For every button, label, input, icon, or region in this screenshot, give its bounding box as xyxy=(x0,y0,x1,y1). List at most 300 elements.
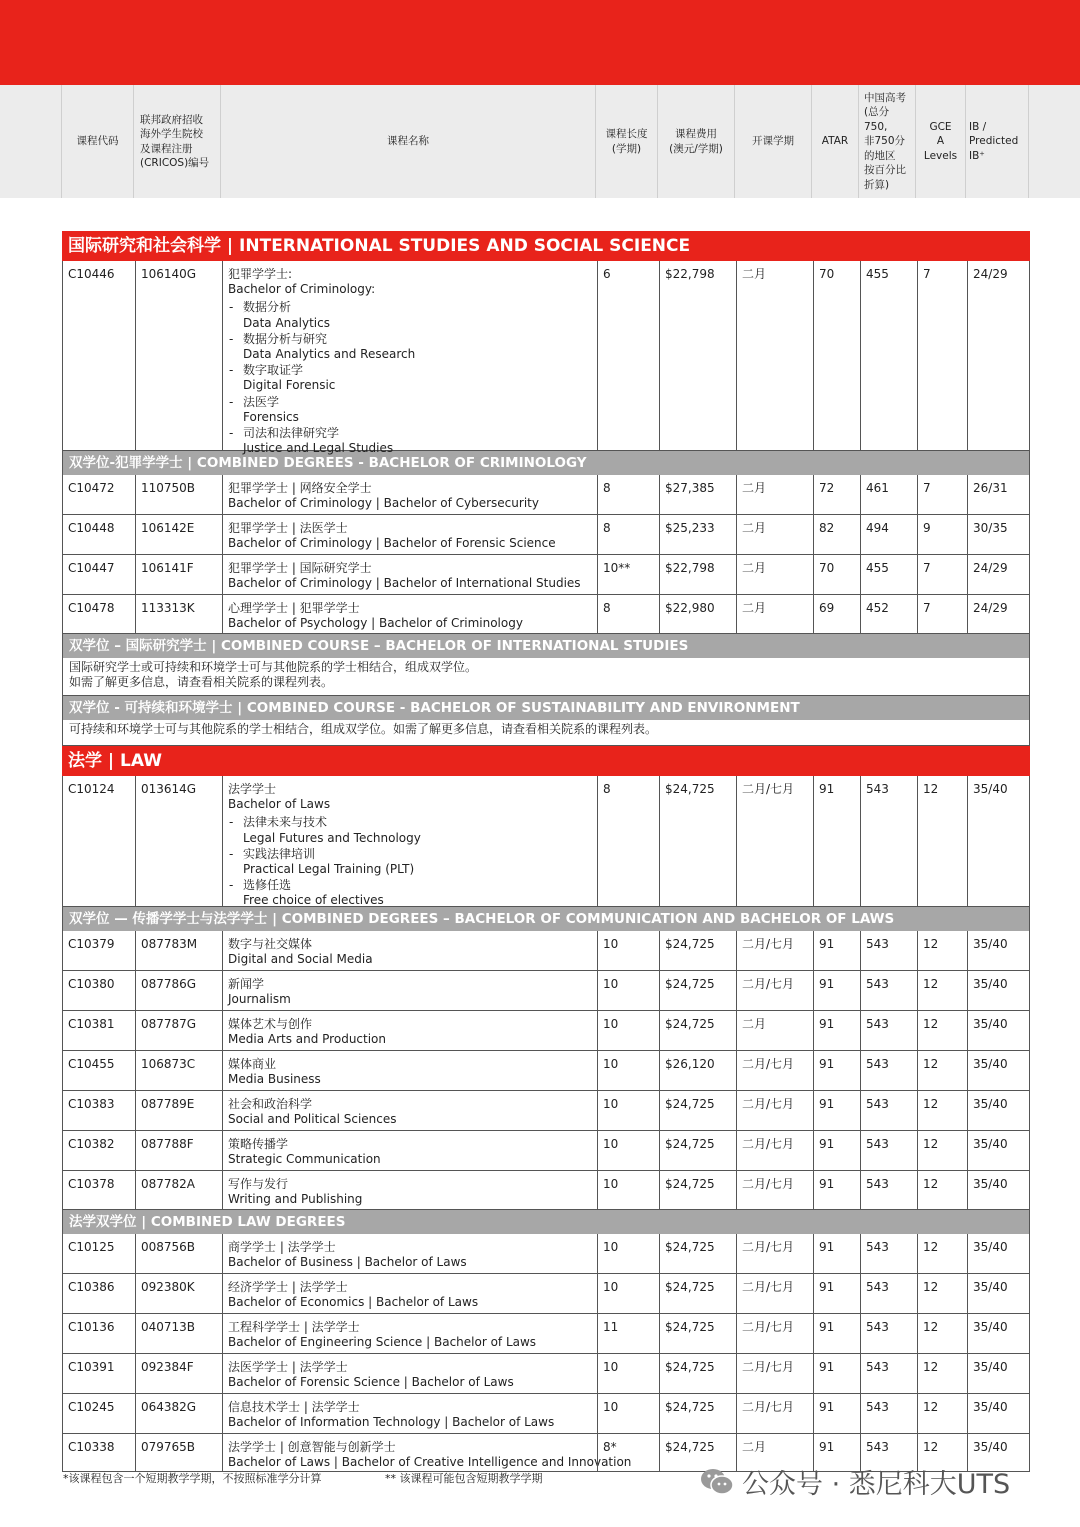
section-note xyxy=(62,720,1030,746)
cell-course-name xyxy=(222,1354,597,1393)
cell-length xyxy=(597,971,659,1010)
cell-course-name xyxy=(222,1434,632,1471)
cell-gaokao-value: 543 xyxy=(866,1440,889,1454)
course-name-line: 社会和政治科学 xyxy=(228,1097,313,1111)
cell-code-value: C10455 xyxy=(68,1057,115,1071)
specialisation-en: Legal Futures and Technology xyxy=(243,830,421,845)
cell-cricos xyxy=(135,1354,222,1393)
cell-atar-value: 70 xyxy=(819,267,835,281)
cell-intake xyxy=(736,515,813,554)
cell-length xyxy=(597,776,659,906)
cell-atar-value: 91 xyxy=(819,782,835,796)
cell-length xyxy=(597,1011,659,1050)
cell-ib-value: 35/40 xyxy=(973,1440,1008,1454)
cell-code-value: C10386 xyxy=(68,1280,115,1294)
cell-gaokao xyxy=(860,555,917,594)
table-row xyxy=(62,261,1030,456)
cell-ib-value: 35/40 xyxy=(973,1240,1008,1254)
cell-gce-value: 7 xyxy=(923,267,931,281)
cell-gce-value: 12 xyxy=(923,1280,939,1294)
cell-cricos xyxy=(135,1011,222,1050)
cell-course-name xyxy=(222,1131,597,1170)
cell-intake xyxy=(736,1354,813,1393)
cell-code-value: C10338 xyxy=(68,1440,115,1454)
cell-gaokao-value: 543 xyxy=(866,782,889,796)
course-name-line: Bachelor of Business | Bachelor of Laws xyxy=(228,1255,467,1270)
cell-atar-value: 91 xyxy=(819,1097,835,1111)
cell-gaokao-value: 494 xyxy=(866,521,889,535)
cell-atar xyxy=(813,1011,860,1050)
cell-cricos xyxy=(135,261,222,450)
cell-atar-value: 91 xyxy=(819,1320,835,1334)
cell-intake xyxy=(736,475,813,514)
cell-length-value: 8* xyxy=(603,1440,617,1454)
cell-atar-value: 91 xyxy=(819,1440,835,1454)
cell-code-value: C10472 xyxy=(68,481,115,495)
cell-fee-value: $24,725 xyxy=(665,1137,715,1151)
course-name-line: Bachelor of Information Technology | Bachelor of Laws xyxy=(228,1415,555,1430)
cell-ib xyxy=(967,515,1029,554)
cell-ib xyxy=(967,776,1029,906)
cell-code xyxy=(63,1171,135,1209)
cell-cricos-value: 087783M xyxy=(141,937,198,951)
cell-atar xyxy=(813,1234,860,1273)
col-header-ib: IB / Predicted IB⁺ xyxy=(969,120,1019,162)
cell-gaokao xyxy=(860,595,917,633)
cell-atar-value: 91 xyxy=(819,1280,835,1294)
course-name-line: 法医学学士 | 法学学士 xyxy=(228,1360,348,1374)
cell-atar-value: 70 xyxy=(819,561,835,575)
top-red-banner xyxy=(0,0,1080,85)
cell-ib xyxy=(967,1091,1029,1130)
cell-cricos-value: 087787G xyxy=(141,1017,197,1031)
note-line: 可持续和环境学士可与其他院系的学士相结合，组成双学位。如需了解更多信息，请查看相关院系的课程列表。 xyxy=(69,722,658,736)
cell-gce xyxy=(917,1051,967,1090)
table-row xyxy=(62,1051,1030,1091)
cell-fee xyxy=(659,261,736,450)
cell-intake-value: 二月 xyxy=(742,481,767,495)
cell-intake xyxy=(736,1274,813,1313)
cell-code-value: C10447 xyxy=(68,561,115,575)
cell-length xyxy=(597,1354,659,1393)
cell-ib-value: 35/40 xyxy=(973,1177,1008,1191)
cell-gaokao xyxy=(860,261,917,450)
cell-course-name xyxy=(222,261,597,456)
section-header-combined-sustainability: 双学位 - 可持续和环境学士 | COMBINED COURSE - BACHELOR OF SUSTAINABILITY AND ENVIRONMENT xyxy=(62,696,1030,720)
course-name-line: Media Arts and Production xyxy=(228,1032,387,1047)
table-row xyxy=(62,1011,1030,1051)
cell-intake xyxy=(736,1011,813,1050)
cell-gce xyxy=(917,261,967,450)
cell-gce-value: 9 xyxy=(923,521,931,535)
cell-ib xyxy=(967,595,1029,633)
table-row xyxy=(62,1354,1030,1394)
cell-gce-value: 12 xyxy=(923,1440,939,1454)
cell-atar-value: 82 xyxy=(819,521,835,535)
cell-course-name xyxy=(222,515,597,554)
specialisation-en: Practical Legal Training (PLT) xyxy=(243,862,415,877)
cell-cricos-value: 040713B xyxy=(141,1320,196,1334)
specialisation xyxy=(228,300,593,330)
cell-intake-value: 二月/七月 xyxy=(742,1097,795,1111)
cell-fee-value: $24,725 xyxy=(665,1240,715,1254)
cell-code xyxy=(63,1274,135,1313)
course-name-line: Bachelor of Criminology | Bachelor of Cybersecurity xyxy=(228,496,539,511)
course-name-line: Bachelor of Laws | Bachelor of Creative Intelligence and Innovation xyxy=(228,1455,632,1470)
cell-ib xyxy=(967,1274,1029,1313)
cell-gaokao-value: 543 xyxy=(866,1280,889,1294)
cell-ib-value: 35/40 xyxy=(973,1360,1008,1374)
course-name-line: 心理学学士 | 犯罪学学士 xyxy=(228,601,360,615)
cell-intake xyxy=(736,1051,813,1090)
cell-fee-value: $26,120 xyxy=(665,1057,715,1071)
cell-cricos xyxy=(135,1434,222,1471)
cell-fee-value: $24,725 xyxy=(665,1360,715,1374)
cell-intake-value: 二月/七月 xyxy=(742,1057,795,1071)
cell-fee xyxy=(659,555,736,594)
cell-code xyxy=(63,1434,135,1471)
cell-atar xyxy=(813,971,860,1010)
cell-cricos-value: 008756B xyxy=(141,1240,196,1254)
cell-fee xyxy=(659,1091,736,1130)
cell-course-name xyxy=(222,595,597,633)
cell-intake xyxy=(736,1131,813,1170)
specialisation-zh: - 法医学 xyxy=(243,394,280,409)
cell-fee xyxy=(659,595,736,633)
cell-length xyxy=(597,1314,659,1353)
cell-gce-value: 12 xyxy=(923,1017,939,1031)
cell-length xyxy=(597,261,659,450)
cell-gce xyxy=(917,475,967,514)
cell-length-value: 6 xyxy=(603,267,611,281)
cell-gaokao-value: 543 xyxy=(866,1137,889,1151)
cell-intake-value: 二月/七月 xyxy=(742,1360,795,1374)
cell-fee-value: $24,725 xyxy=(665,937,715,951)
cell-cricos xyxy=(135,971,222,1010)
cell-fee xyxy=(659,1011,736,1050)
cell-code xyxy=(63,475,135,514)
col-header-code: 课程代码 xyxy=(76,135,119,148)
cell-length-value: 11 xyxy=(603,1320,619,1334)
cell-atar xyxy=(813,1394,860,1433)
col-header-intake: 开课学期 xyxy=(752,135,794,148)
section-header-combined-international: 双学位 – 国际研究学士 | COMBINED COURSE – BACHELOR OF INTERNATIONAL STUDIES xyxy=(62,634,1030,658)
cell-gce-value: 12 xyxy=(923,1320,939,1334)
cell-length-value: 8 xyxy=(603,481,611,495)
cell-fee-value: $22,980 xyxy=(665,601,715,615)
cell-course-name xyxy=(222,1171,597,1209)
cell-gce xyxy=(917,1171,967,1209)
course-name-line: Bachelor of Forensic Science | Bachelor of Laws xyxy=(228,1375,514,1390)
cell-length-value: 10 xyxy=(603,1400,619,1414)
course-name-line: 媒体商业 xyxy=(228,1057,277,1071)
cell-fee-value: $24,725 xyxy=(665,1177,715,1191)
specialisation xyxy=(228,363,593,393)
cell-intake xyxy=(736,1394,813,1433)
course-name-line: Bachelor of Criminology | Bachelor of International Studies xyxy=(228,576,581,591)
cell-gce xyxy=(917,1274,967,1313)
cell-atar xyxy=(813,475,860,514)
table-row xyxy=(62,931,1030,971)
cell-ib-value: 24/29 xyxy=(973,601,1008,615)
cell-course-name xyxy=(222,931,597,970)
course-name-line: 经济学学士 | 法学学士 xyxy=(228,1280,348,1294)
cell-cricos xyxy=(135,1091,222,1130)
cell-ib-value: 35/40 xyxy=(973,1280,1008,1294)
cell-gaokao-value: 543 xyxy=(866,1320,889,1334)
course-name-line: 法学学士 xyxy=(228,782,277,796)
cell-course-name xyxy=(222,776,597,906)
cell-code-value: C10136 xyxy=(68,1320,115,1334)
cell-length-value: 10 xyxy=(603,1280,619,1294)
specialisation xyxy=(228,426,593,456)
col-header-atar: ATAR xyxy=(821,135,849,148)
cell-code xyxy=(63,1394,135,1433)
col-header-course-name: 课程名称 xyxy=(387,135,429,148)
cell-gaokao xyxy=(860,1171,917,1209)
specialisation xyxy=(228,847,593,877)
cell-atar xyxy=(813,261,860,450)
cell-cricos-value: 092384F xyxy=(141,1360,194,1374)
course-name-line: 策略传播学 xyxy=(228,1137,289,1151)
cell-cricos xyxy=(135,1394,222,1433)
cell-length xyxy=(597,1091,659,1130)
table-row xyxy=(62,515,1030,555)
cell-gaokao xyxy=(860,515,917,554)
cell-ib-value: 35/40 xyxy=(973,782,1008,796)
cell-gce xyxy=(917,1354,967,1393)
cell-ib xyxy=(967,1171,1029,1209)
section-header-law: 法学 | LAW xyxy=(62,746,1030,776)
cell-ib xyxy=(967,1314,1029,1353)
cell-fee-value: $25,233 xyxy=(665,521,715,535)
table-row xyxy=(62,1274,1030,1314)
cell-code xyxy=(63,1234,135,1273)
specialisation-zh: - 选修任选 xyxy=(243,878,292,893)
cell-gce xyxy=(917,1314,967,1353)
cell-code xyxy=(63,1091,135,1130)
cell-atar xyxy=(813,776,860,906)
cell-intake xyxy=(736,971,813,1010)
section-header-communication-law: 双学位 — 传播学学士与法学学士 | COMBINED DEGREES – BACHELOR OF COMMUNICATION AND BACHELOR OF LAWS xyxy=(62,907,1030,931)
cell-gaokao-value: 543 xyxy=(866,1097,889,1111)
cell-length xyxy=(597,1434,659,1471)
col-header-cricos: 联邦政府招收 海外学生院校 及课程注册 (CRICOS)编号 xyxy=(140,113,210,169)
cell-code xyxy=(63,515,135,554)
course-name-line: Writing and Publishing xyxy=(228,1192,363,1207)
cell-code-value: C10378 xyxy=(68,1177,115,1191)
cell-code xyxy=(63,1051,135,1090)
cell-code xyxy=(63,1314,135,1353)
cell-gaokao xyxy=(860,1091,917,1130)
cell-length-value: 10 xyxy=(603,1137,619,1151)
cell-gaokao-value: 543 xyxy=(866,1057,889,1071)
cell-intake xyxy=(736,1171,813,1209)
cell-gaokao xyxy=(860,1314,917,1353)
note-line: 国际研究学士或可持续和环境学士可与其他院系的学士相结合，组成双学位。 xyxy=(69,660,478,674)
cell-ib-value: 35/40 xyxy=(973,1400,1008,1414)
cell-cricos xyxy=(135,1314,222,1353)
cell-gaokao xyxy=(860,1354,917,1393)
course-name-line: 新闻学 xyxy=(228,977,265,991)
cell-fee xyxy=(659,1274,736,1313)
cell-ib-value: 30/35 xyxy=(973,521,1008,535)
course-name-line: Media Business xyxy=(228,1072,321,1087)
specialisation xyxy=(228,395,593,425)
cell-atar-value: 91 xyxy=(819,1137,835,1151)
cell-fee-value: $24,725 xyxy=(665,1400,715,1414)
cell-code-value: C10245 xyxy=(68,1400,115,1414)
cell-fee xyxy=(659,1354,736,1393)
cell-ib-value: 35/40 xyxy=(973,1017,1008,1031)
cell-fee xyxy=(659,475,736,514)
cell-atar xyxy=(813,1314,860,1353)
cell-intake xyxy=(736,776,813,906)
specialisation-en: Justice and Legal Studies xyxy=(243,441,394,456)
wechat-icon xyxy=(700,1467,734,1497)
cell-gce-value: 12 xyxy=(923,782,939,796)
cell-cricos-value: 087789E xyxy=(141,1097,195,1111)
cell-fee xyxy=(659,971,736,1010)
cell-length-value: 10 xyxy=(603,1017,619,1031)
cell-code xyxy=(63,261,135,450)
specialisation-zh: - 数据分析 xyxy=(243,300,292,315)
cell-course-name xyxy=(222,1274,597,1313)
cell-gaokao xyxy=(860,776,917,906)
cell-cricos-value: 106873C xyxy=(141,1057,196,1071)
course-name-line: Bachelor of Laws xyxy=(228,797,331,812)
cell-intake-value: 二月 xyxy=(742,1017,767,1031)
cell-gaokao-value: 452 xyxy=(866,601,889,615)
cell-gce xyxy=(917,1234,967,1273)
cell-atar-value: 91 xyxy=(819,977,835,991)
cell-gce xyxy=(917,971,967,1010)
cell-atar xyxy=(813,1091,860,1130)
cell-gaokao-value: 543 xyxy=(866,1360,889,1374)
course-name-line: 犯罪学学士 | 网络安全学士 xyxy=(228,481,372,495)
cell-gaokao-value: 543 xyxy=(866,1400,889,1414)
cell-cricos-value: 087788F xyxy=(141,1137,194,1151)
cell-gaokao-value: 543 xyxy=(866,1017,889,1031)
cell-intake-value: 二月 xyxy=(742,521,767,535)
cell-gaokao xyxy=(860,1011,917,1050)
course-name-line: Journalism xyxy=(228,992,291,1007)
cell-code-value: C10446 xyxy=(68,267,115,281)
col-header-gce: GCE A Levels xyxy=(923,120,958,162)
cell-length-value: 10 xyxy=(603,1057,619,1071)
cell-code-value: C10124 xyxy=(68,782,115,796)
cell-fee-value: $24,725 xyxy=(665,1320,715,1334)
cell-fee-value: $24,725 xyxy=(665,1017,715,1031)
cell-ib-value: 26/31 xyxy=(973,481,1008,495)
cell-atar-value: 91 xyxy=(819,1360,835,1374)
cell-intake-value: 二月/七月 xyxy=(742,977,795,991)
cell-gaokao-value: 543 xyxy=(866,977,889,991)
section-header-combined-law: 法学双学位 | COMBINED LAW DEGREES xyxy=(62,1210,1030,1234)
cell-atar-value: 91 xyxy=(819,1057,835,1071)
cell-course-name xyxy=(222,555,597,594)
cell-length-value: 8 xyxy=(603,601,611,615)
cell-ib-value: 24/29 xyxy=(973,267,1008,281)
cell-fee-value: $24,725 xyxy=(665,977,715,991)
cell-ib-value: 24/29 xyxy=(973,561,1008,575)
cell-gce-value: 12 xyxy=(923,1400,939,1414)
cell-ib xyxy=(967,1234,1029,1273)
cell-cricos-value: 106142E xyxy=(141,521,195,535)
cell-length-value: 10 xyxy=(603,1097,619,1111)
section-header-combined-criminology: 双学位-犯罪学学士 | COMBINED DEGREES - BACHELOR OF CRIMINOLOGY xyxy=(62,451,1030,475)
watermark-text: 公众号 · 悉尼科大UTS xyxy=(742,1469,1011,1500)
cell-gaokao xyxy=(860,1394,917,1433)
cell-length xyxy=(597,1234,659,1273)
cell-code-value: C10379 xyxy=(68,937,115,951)
cell-code-value: C10448 xyxy=(68,521,115,535)
cell-atar-value: 91 xyxy=(819,1177,835,1191)
cell-gaokao-value: 461 xyxy=(866,481,889,495)
course-name-line: Strategic Communication xyxy=(228,1152,381,1167)
cell-cricos-value: 087786G xyxy=(141,977,197,991)
cell-intake xyxy=(736,261,813,450)
cell-cricos xyxy=(135,595,222,633)
cell-course-name xyxy=(222,475,597,514)
cell-code-value: C10382 xyxy=(68,1137,115,1151)
cell-gaokao-value: 543 xyxy=(866,1240,889,1254)
cell-cricos-value: 092380K xyxy=(141,1280,195,1294)
cell-intake-value: 二月/七月 xyxy=(742,1240,795,1254)
cell-ib xyxy=(967,261,1029,450)
section-header-international-studies: 国际研究和社会科学 | INTERNATIONAL STUDIES AND SOCIAL SCIENCE xyxy=(62,231,1030,261)
cell-cricos xyxy=(135,1131,222,1170)
col-header-fee: 课程费用 (澳元/学期) xyxy=(669,128,723,155)
watermark xyxy=(700,1462,1010,1501)
cell-gce-value: 12 xyxy=(923,1097,939,1111)
cell-cricos-value: 064382G xyxy=(141,1400,197,1414)
cell-intake-value: 二月 xyxy=(742,267,767,281)
cell-intake-value: 二月 xyxy=(742,1440,767,1454)
cell-atar xyxy=(813,1171,860,1209)
cell-course-name xyxy=(222,1011,597,1050)
cell-cricos-value: 106141F xyxy=(141,561,194,575)
cell-ib xyxy=(967,1354,1029,1393)
cell-gaokao xyxy=(860,931,917,970)
cell-atar-value: 91 xyxy=(819,1400,835,1414)
specialisation-en: Digital Forensic xyxy=(243,378,336,393)
course-name-line: 写作与发行 xyxy=(228,1177,289,1191)
table-row xyxy=(62,1234,1030,1274)
cell-ib-value: 35/40 xyxy=(973,1137,1008,1151)
cell-length-value: 8 xyxy=(603,521,611,535)
cell-ib-value: 35/40 xyxy=(973,977,1008,991)
course-name-line: Bachelor of Psychology | Bachelor of Criminology xyxy=(228,616,523,631)
col-header-gaokao: 中国高考 (总分750, 非750分 的地区 按百分比 折算) xyxy=(864,91,906,191)
course-name-line: 信息技术学士 | 法学学士 xyxy=(228,1400,360,1414)
cell-gce xyxy=(917,1091,967,1130)
cell-length xyxy=(597,931,659,970)
cell-intake xyxy=(736,595,813,633)
cell-code xyxy=(63,1131,135,1170)
cell-length-value: 10** xyxy=(603,561,631,575)
cell-course-name xyxy=(222,1314,597,1353)
specialisation-zh: - 司法和法律研究学 xyxy=(243,426,340,441)
cell-length xyxy=(597,1051,659,1090)
cell-gce xyxy=(917,1394,967,1433)
footnote-short-term: *该课程包含一个短期教学学期，不按照标准学分计算 xyxy=(63,1472,322,1485)
cell-code xyxy=(63,555,135,594)
cell-code-value: C10383 xyxy=(68,1097,115,1111)
cell-ib xyxy=(967,931,1029,970)
cell-fee xyxy=(659,1171,736,1209)
cell-atar xyxy=(813,595,860,633)
